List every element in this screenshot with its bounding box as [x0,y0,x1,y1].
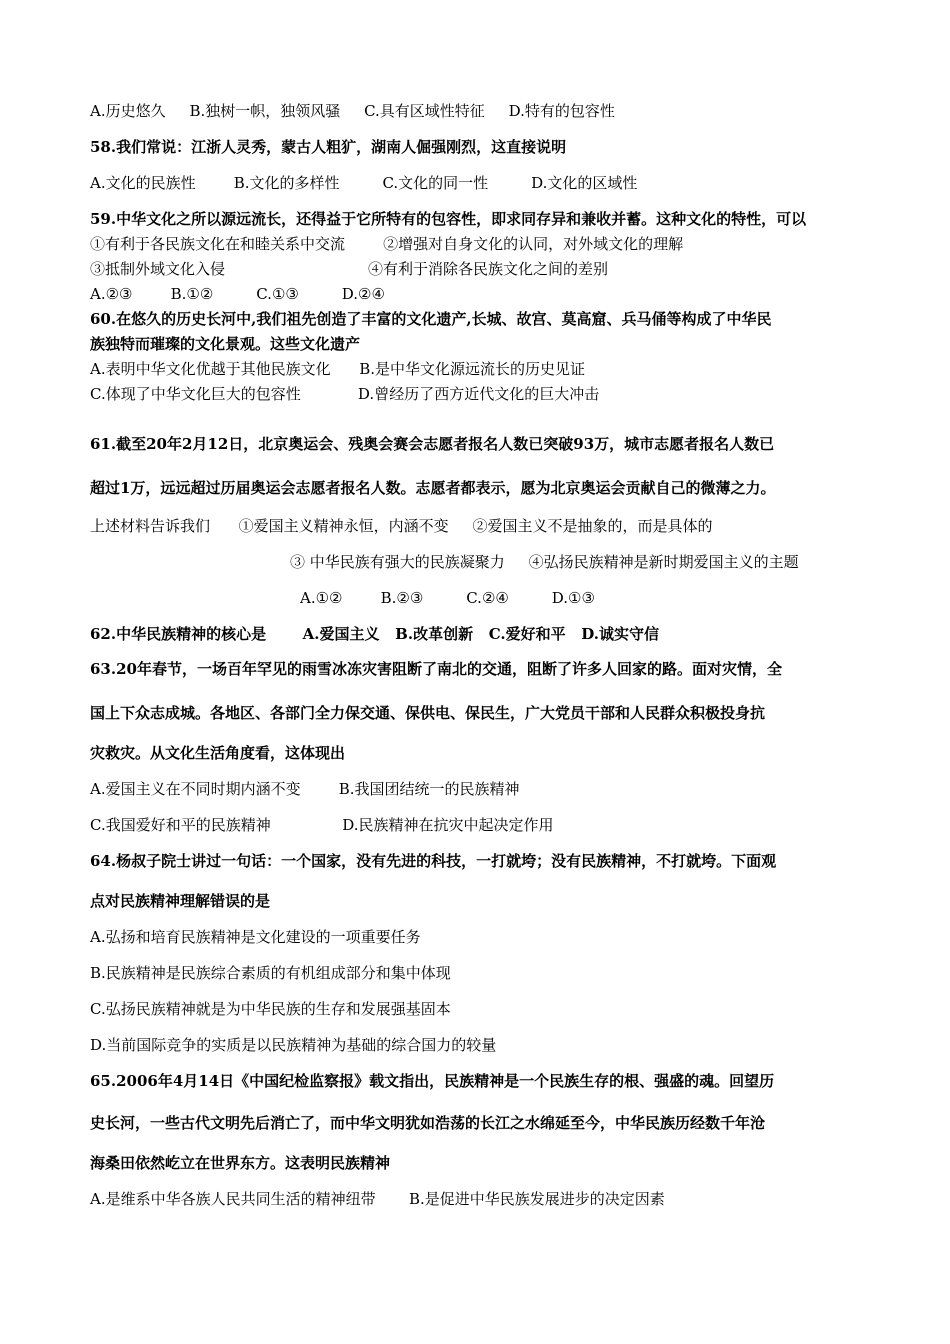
q61-statements-2: ③ 中华民族有强大的民族凝聚力 ④弘扬民族精神是新时期爱国主义的主题 [290,553,799,571]
q58-stem: 58.我们常说：江浙人灵秀，蒙古人粗犷，湖南人倔强刚烈，这直接说明 [90,138,567,156]
q64-option-b: B.民族精神是民族综合素质的有机组成部分和集中体现 [90,964,451,982]
q64-option-d: D.当前国际竞争的实质是以民族精神为基础的综合国力的较量 [90,1036,497,1054]
q65-stem-1: 65.2006年4月14日《中国纪检监察报》载文指出，民族精神是一个民族生存的根、强盛的魂。回望历 [90,1072,775,1090]
q64-option-a: A.弘扬和培育民族精神是文化建设的一项重要任务 [90,928,421,946]
q62: 62.中华民族精神的核心是 A.爱国主义 B.改革创新 C.爱好和平 D.诚实守信 [90,625,660,643]
q63-stem-2: 国上下众志成城。各地区、各部门全力保交通、保供电、保民生，广大党员干部和人民群众积极投身抗 [90,704,766,722]
q61-stem-2: 超过1万，远远超过历届奥运会志愿者报名人数。志愿者都表示，愿为北京奥运会贡献自己的微薄之力。 [90,479,776,497]
q63-options-1: A.爱国主义在不同时期内涵不变 B.我国团结统一的民族精神 [90,780,520,798]
q59-stem: 59.中华文化之所以源远流长，还得益于它所特有的包容性，即求同存异和兼收并蓄。这种文化的特性，可以 [90,210,807,228]
q60-options-2: C.体现了中华文化巨大的包容性 D.曾经历了西方近代文化的巨大冲击 [90,385,600,403]
q60-stem-1: 60.在悠久的历史长河中,我们祖先创造了丰富的文化遗产,长城、故宫、莫高窟、兵马俑等构成了中华民 [90,310,772,328]
q65-stem-2: 史长河，一些古代文明先后消亡了，而中华文明犹如浩荡的长江之水绵延至今，中华民族历经数千年沧 [90,1114,766,1132]
q63-stem-3: 灾救灾。从文化生活角度看，这体现出 [90,744,346,762]
q64-stem-1: 64.杨叔子院士讲过一句话：一个国家，没有先进的科技，一打就垮；没有民族精神，不打就垮。下面观 [90,852,777,870]
q64-stem-2: 点对民族精神理解错误的是 [90,892,271,910]
q63-options-2: C.我国爱好和平的民族精神 D.民族精神在抗灾中起决定作用 [90,816,554,834]
q65-options: A.是维系中华各族人民共同生活的精神纽带 B.是促进中华民族发展进步的决定因素 [90,1190,665,1208]
q61-stem-1: 61.截至20年2月12日，北京奥运会、残奥会赛会志愿者报名人数已突破93万，城市志愿者报名人数已 [90,435,775,453]
q64-option-c: C.弘扬民族精神就是为中华民族的生存和发展强基固本 [90,1000,451,1018]
q60-stem-2: 族独特而璀璨的文化景观。这些文化遗产 [90,335,361,353]
q63-stem-1: 63.20年春节，一场百年罕见的雨雪冰冻灾害阻断了南北的交通，阻断了许多人回家的路。面对灾情，全 [90,660,782,678]
q57-options: A.历史悠久 B.独树一帜，独领风骚 C.具有区域性特征 D.特有的包容性 [90,102,615,120]
q59-statements-2: ③抵制外域文化入侵 ④有利于消除各民族文化之间的差别 [90,260,609,278]
q61-options: A.①② B.②③ C.②④ D.①③ [300,589,595,607]
q59-statements-1: ①有利于各民族文化在和睦关系中交流 ②增强对自身文化的认同，对外域文化的理解 [90,235,684,253]
q65-stem-3: 海桑田依然屹立在世界东方。这表明民族精神 [90,1154,391,1172]
q60-options-1: A.表明中华文化优越于其他民族文化 B.是中华文化源远流长的历史见证 [90,360,586,378]
q61-statements-1: 上述材料告诉我们 ①爱国主义精神永恒，内涵不变 ②爱国主义不是抽象的，而是具体的 [90,517,713,535]
q59-options: A.②③ B.①② C.①③ D.②④ [90,285,385,303]
q58-options: A.文化的民族性 B.文化的多样性 C.文化的同一性 D.文化的区域性 [90,174,638,192]
